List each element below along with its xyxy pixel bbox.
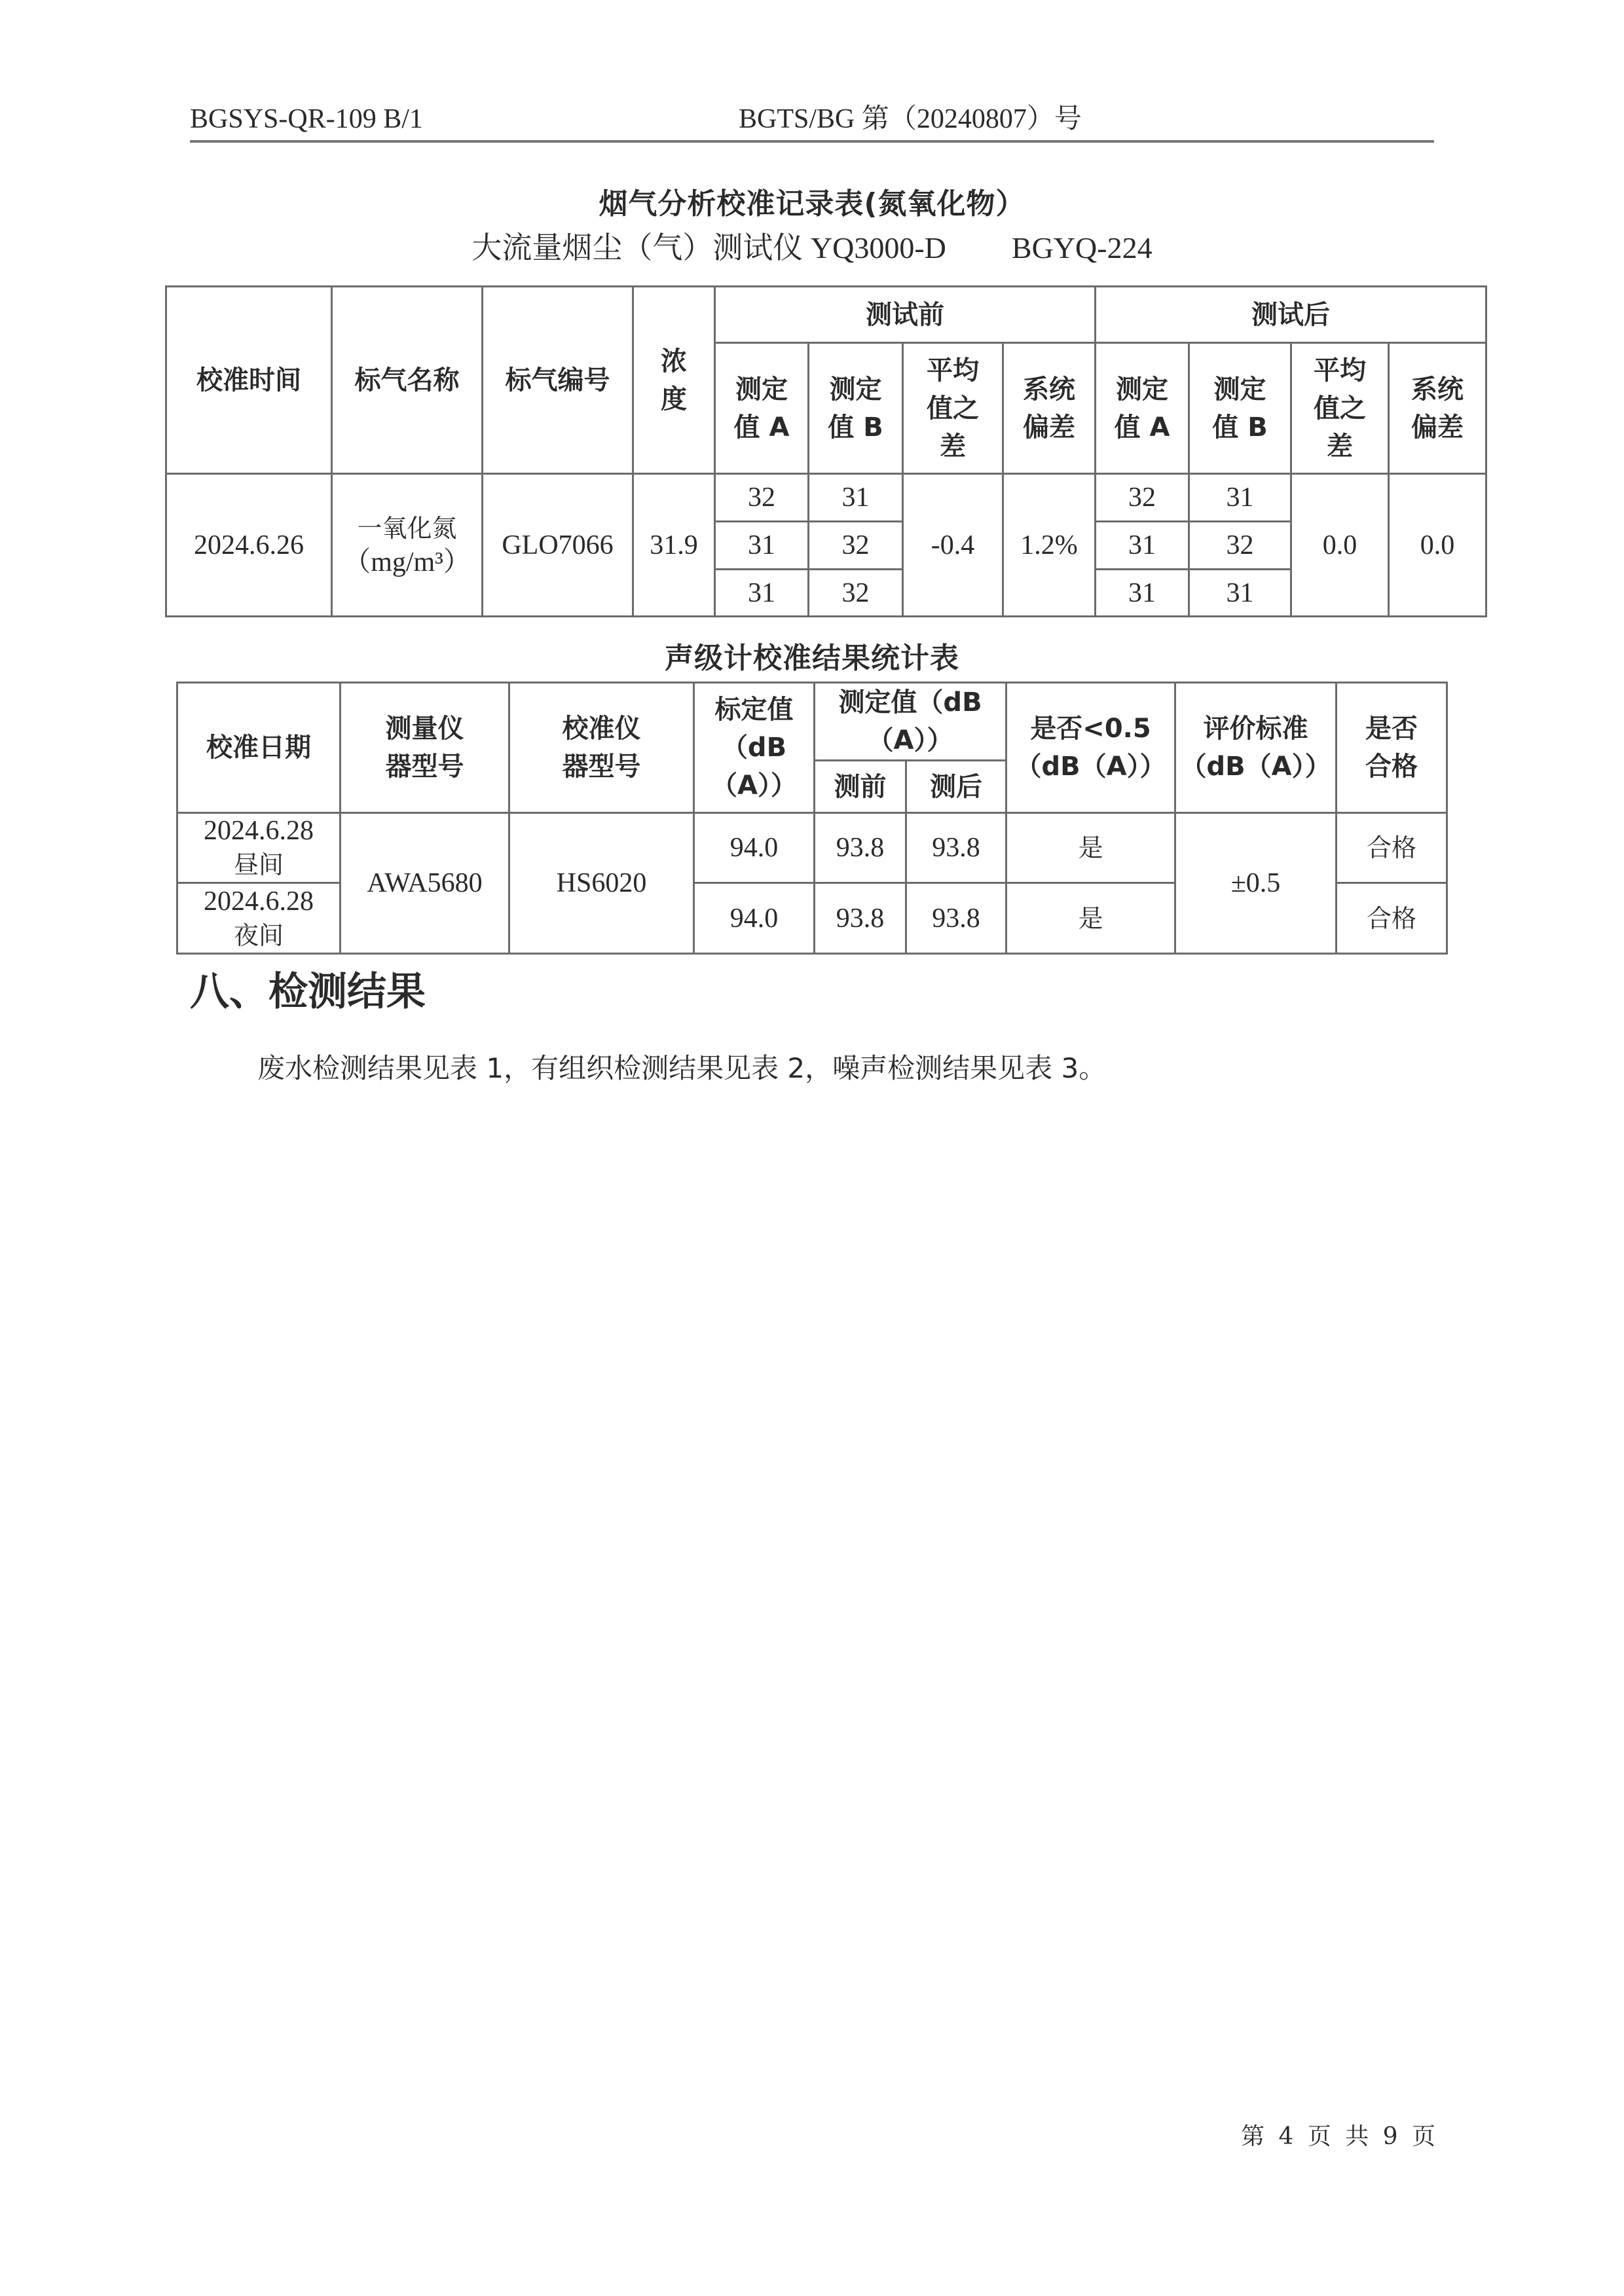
gas-no-cell: GLO7066 (483, 474, 633, 617)
meter-model-cell: AWA5680 (341, 813, 509, 954)
before-a-3: 31 (715, 570, 809, 617)
header-gas-name: 标气名称 (332, 287, 483, 474)
nominal-cell: 94.0 (694, 883, 815, 954)
header-before-test: 测试前 (715, 287, 1096, 343)
header-gas-no: 标气编号 (483, 287, 633, 474)
header-concentration: 浓度 (633, 287, 715, 474)
header-measured-value: 测定值（dB（A）） (815, 683, 1006, 761)
before-sys-bias: 1.2% (1003, 474, 1096, 617)
gas-name-cell: 一氧化氮 （mg/m³） (332, 474, 483, 617)
header-pass: 是否合格 (1337, 683, 1447, 813)
instrument-id: BGYQ-224 (1011, 231, 1153, 264)
nominal-cell: 94.0 (694, 813, 815, 883)
before-avg-diff: -0.4 (903, 474, 1003, 617)
header-after-test: 测试后 (1096, 287, 1486, 343)
after-b-2: 32 (1189, 522, 1291, 570)
report-number: BGTS/BG 第（20240807）号 (739, 104, 1082, 134)
page-number: 第 4 页 共 9 页 (1241, 2123, 1436, 2150)
header-less-than-0.5: 是否<0.5（dB（A）） (1006, 683, 1175, 813)
after-b-1: 31 (1189, 474, 1291, 522)
before-b-3: 32 (809, 570, 903, 617)
before-cell: 93.8 (815, 813, 906, 883)
after-b-3: 31 (1189, 570, 1291, 617)
header-divider (190, 140, 1434, 143)
header-after-avg-diff: 平均值之差 (1291, 343, 1389, 474)
sound-level-meter-calibration-table (176, 682, 1448, 955)
after-a-2: 31 (1096, 522, 1189, 570)
section-heading: 八、检测结果 (190, 969, 426, 1015)
header-meter-model: 测量仪器型号 (341, 683, 509, 813)
after-sys-bias: 0.0 (1389, 474, 1486, 617)
lt05-cell: 是 (1006, 883, 1175, 954)
header-before-val-a: 测定值 A (715, 343, 809, 474)
after-avg-diff: 0.0 (1291, 474, 1389, 617)
before-a-2: 31 (715, 522, 809, 570)
criterion-cell: ±0.5 (1175, 813, 1337, 954)
header-before-sys-bias: 系统偏差 (1003, 343, 1096, 474)
calibrator-model-cell: HS6020 (509, 813, 694, 954)
pass-cell: 合格 (1337, 813, 1447, 883)
flue-gas-calibration-table (165, 285, 1487, 617)
calib-time-cell: 2024.6.26 (166, 474, 332, 617)
before-b-1: 31 (809, 474, 903, 522)
after-a-1: 32 (1096, 474, 1189, 522)
after-cell: 93.8 (906, 813, 1006, 883)
header-calibrator-model: 校准仪器型号 (509, 683, 694, 813)
header-after-sys-bias: 系统偏差 (1389, 343, 1486, 474)
header-calib-time: 校准时间 (166, 287, 332, 474)
header-criterion: 评价标准（dB（A）） (1175, 683, 1337, 813)
pass-cell: 合格 (1337, 883, 1447, 954)
after-a-3: 31 (1096, 570, 1189, 617)
table2-title: 声级计校准结果统计表 (665, 642, 959, 675)
header-after-val-b: 测定值 B (1189, 343, 1291, 474)
header-calib-date: 校准日期 (177, 683, 341, 813)
header-after-val-a: 测定值 A (1096, 343, 1189, 474)
table-row (177, 813, 1447, 883)
section-body: 废水检测结果见表 1，有组织检测结果见表 2，噪声检测结果见表 3。 (257, 1052, 1107, 1084)
instrument-name: 大流量烟尘（气）测试仪 YQ3000-D (471, 231, 946, 264)
lt05-cell: 是 (1006, 813, 1175, 883)
table1-title: 烟气分析校准记录表(氮氧化物） (599, 187, 1025, 221)
concentration-cell: 31.9 (633, 474, 715, 617)
header-nominal-value: 标定值（dB（A）） (694, 683, 815, 813)
header-before-val-b: 测定值 B (809, 343, 903, 474)
after-cell: 93.8 (906, 883, 1006, 954)
before-cell: 93.8 (815, 883, 906, 954)
date-cell: 2024.6.28 夜间 (177, 883, 341, 954)
header-measured-after: 测后 (906, 761, 1006, 813)
date-cell: 2024.6.28 昼间 (177, 813, 341, 883)
table1-subtitle (0, 229, 1624, 267)
before-a-1: 32 (715, 474, 809, 522)
header-measured-before: 测前 (815, 761, 906, 813)
table-row (166, 474, 1486, 522)
document-code: BGSYS-QR-109 B/1 (190, 104, 423, 134)
before-b-2: 32 (809, 522, 903, 570)
header-before-avg-diff: 平均值之差 (903, 343, 1003, 474)
